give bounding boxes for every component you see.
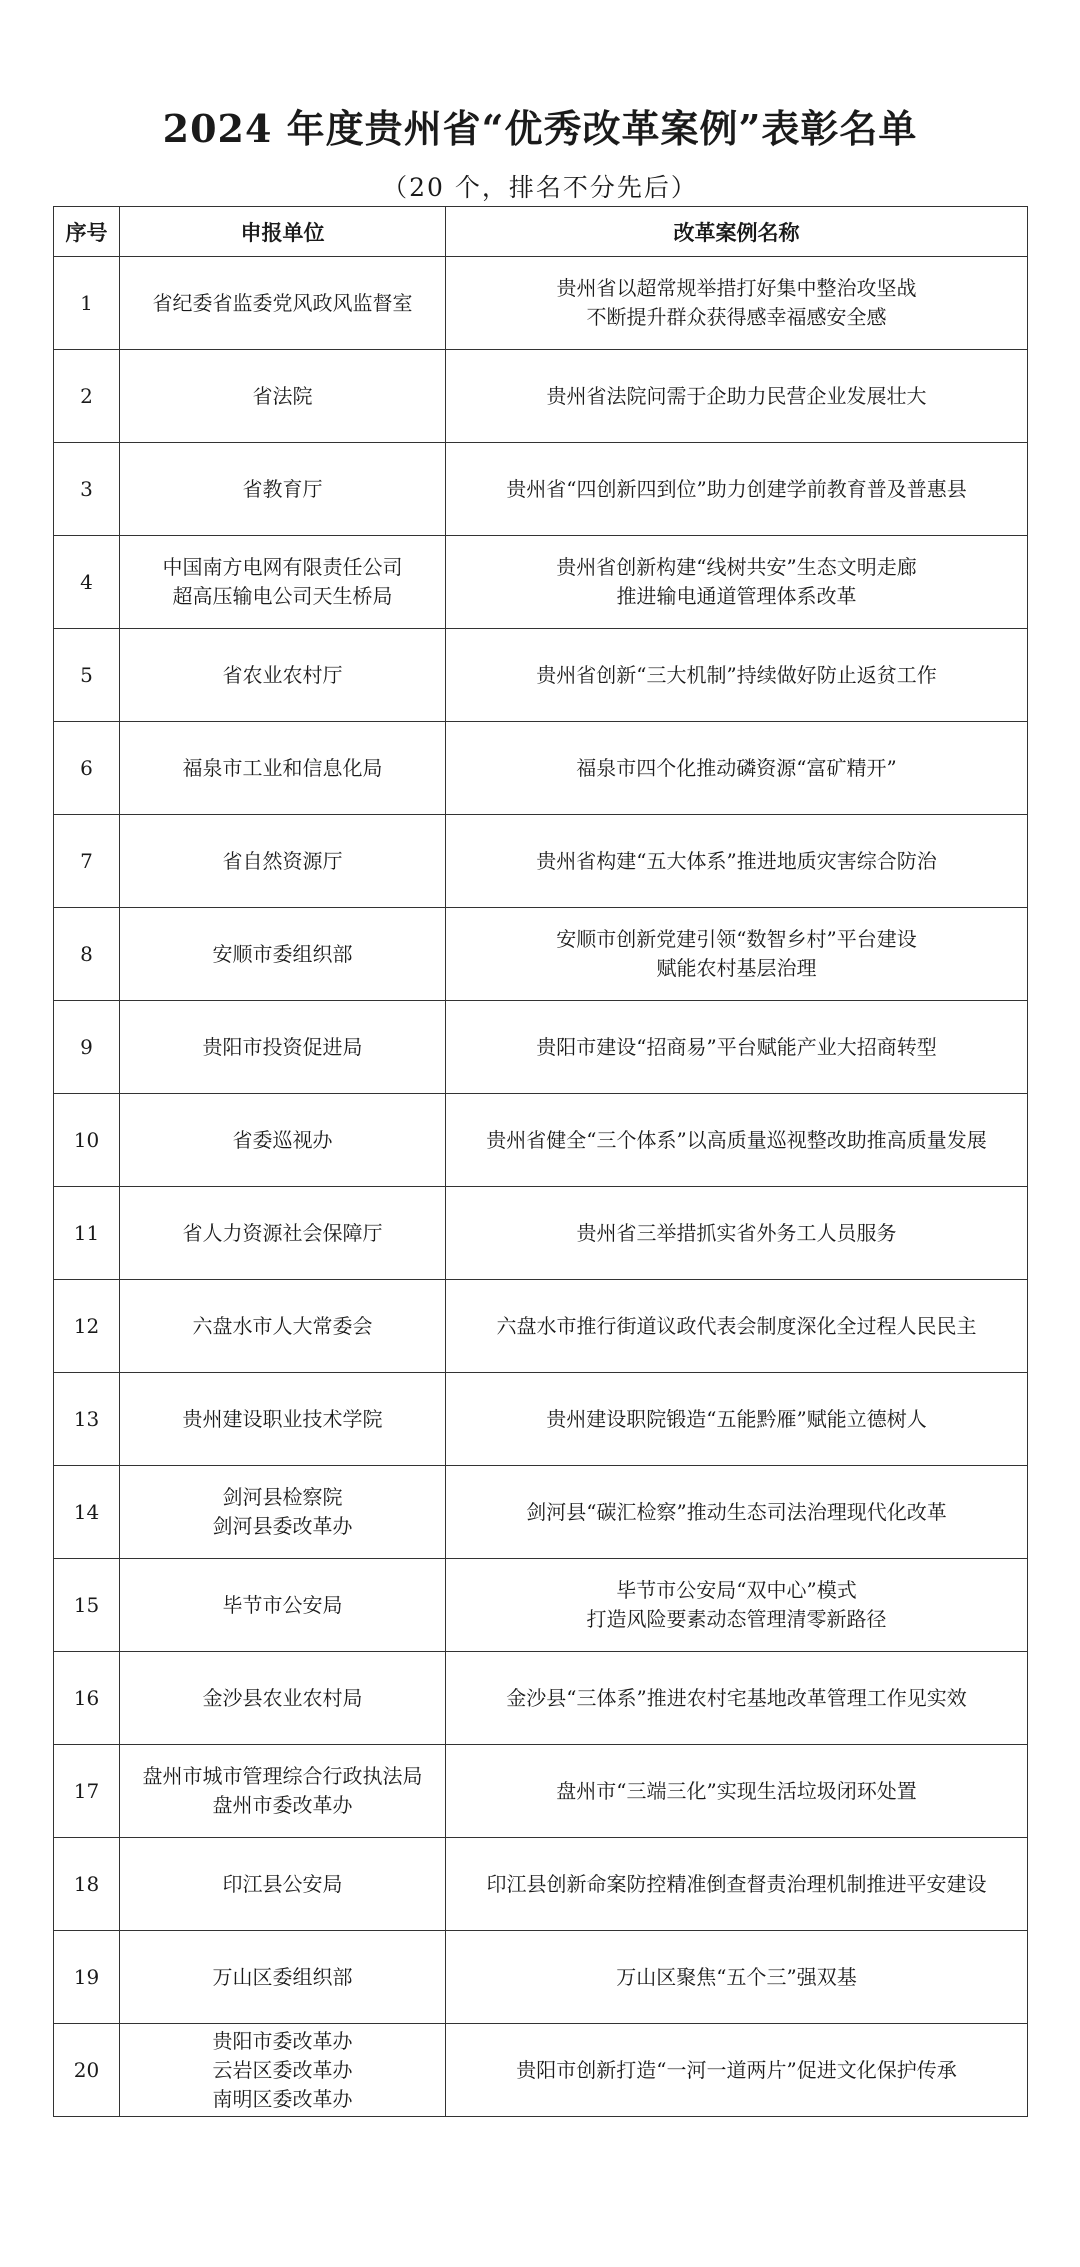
- row-number: 15: [54, 1559, 120, 1652]
- applicant-unit-cell: [120, 443, 446, 536]
- case-name-cell: [446, 536, 1028, 629]
- applicant-unit-cell: [120, 722, 446, 815]
- applicant-unit: 贵州建设职业技术学院: [182, 1406, 383, 1431]
- case-name-cell: [446, 1280, 1028, 1373]
- case-name: 贵州省“四创新四到位”助力创建学前教育普及普惠县: [506, 476, 967, 501]
- case-name: 福泉市四个化推动磷资源“富矿精开”: [576, 755, 897, 780]
- page-title: 2024 年度贵州省“优秀改革案例”表彰名单: [162, 106, 918, 151]
- applicant-unit-cell: [120, 1187, 446, 1280]
- row-number: 18: [54, 1838, 120, 1931]
- table-row: [54, 629, 1028, 722]
- header-row: [54, 207, 1028, 257]
- case-name: 万山区聚焦“五个三”强双基: [616, 1964, 857, 1989]
- applicant-unit-cell: [120, 1838, 446, 1931]
- case-name-cell: [446, 1187, 1028, 1280]
- award-table: [53, 206, 1028, 2117]
- case-name-cell: [446, 1838, 1028, 1931]
- row-number: 14: [54, 1466, 120, 1559]
- applicant-unit: 省人力资源社会保障厅: [182, 1220, 383, 1245]
- table-row: [54, 1280, 1028, 1373]
- row-number: 1: [54, 257, 120, 350]
- applicant-unit-cell: [120, 1931, 446, 2024]
- row-number: 19: [54, 1931, 120, 2024]
- applicant-unit: 中国南方电网有限责任公司: [162, 555, 403, 579]
- case-name-cell: [446, 350, 1028, 443]
- case-name-cell: [446, 1652, 1028, 1745]
- applicant-unit: 贵阳市委改革办: [212, 2028, 353, 2053]
- applicant-unit: 贵阳市投资促进局: [202, 1034, 363, 1059]
- applicant-unit-cell: [120, 350, 446, 443]
- header-case: 改革案例名称: [446, 207, 1028, 257]
- case-name: 六盘水市推行街道议政代表会制度深化全过程人民民主: [496, 1313, 977, 1338]
- table-row: [54, 1094, 1028, 1187]
- table-row: [54, 536, 1028, 629]
- case-name: 贵阳市创新打造“一河一道两片”促进文化保护传承: [516, 2057, 957, 2082]
- applicant-unit-cell: [120, 536, 446, 629]
- case-name-cell: [446, 722, 1028, 815]
- table-row: [54, 1652, 1028, 1745]
- table-row: [54, 1001, 1028, 1094]
- applicant-unit: 剑河县委改革办: [212, 1514, 353, 1538]
- row-number: 2: [54, 350, 120, 443]
- table-row: [54, 1373, 1028, 1466]
- case-name-cell: [446, 1931, 1028, 2024]
- table-row: [54, 722, 1028, 815]
- row-number: 16: [54, 1652, 120, 1745]
- applicant-unit: 南明区委改革办: [212, 2086, 353, 2111]
- case-name-cell: [446, 2024, 1028, 2117]
- applicant-unit: 超高压输电公司天生桥局: [172, 584, 393, 608]
- table-body: [54, 257, 1028, 2117]
- row-number: 10: [54, 1094, 120, 1187]
- table-row: [54, 1838, 1028, 1931]
- applicant-unit-cell: [120, 1280, 446, 1373]
- table-row: [54, 1466, 1028, 1559]
- table-row: [54, 1559, 1028, 1652]
- applicant-unit: 云岩区委改革办: [212, 2057, 353, 2082]
- case-name-cell: [446, 1001, 1028, 1094]
- case-name: 剑河县“碳汇检察”推动生态司法治理现代化改革: [526, 1499, 947, 1524]
- row-number: 13: [54, 1373, 120, 1466]
- row-number: 17: [54, 1745, 120, 1838]
- table-row: [54, 2024, 1028, 2117]
- applicant-unit: 省委巡视办: [232, 1127, 333, 1152]
- case-name-cell: [446, 1559, 1028, 1652]
- applicant-unit-cell: [120, 629, 446, 722]
- case-name: 贵州省构建“五大体系”推进地质灾害综合防治: [536, 848, 937, 873]
- applicant-unit: 六盘水市人大常委会: [192, 1313, 373, 1338]
- case-name: 金沙县“三体系”推进农村宅基地改革管理工作见实效: [506, 1685, 967, 1710]
- case-name: 贵州省法院问需于企助力民营企业发展壮大: [546, 383, 927, 408]
- case-name-cell: [446, 1373, 1028, 1466]
- table-row: [54, 257, 1028, 350]
- case-name: 赋能农村基层治理: [656, 956, 817, 980]
- applicant-unit: 省自然资源厅: [222, 848, 343, 873]
- case-name: 贵州省创新构建“线树共安”生态文明走廊: [556, 555, 917, 579]
- row-number: 20: [54, 2024, 120, 2117]
- applicant-unit-cell: [120, 908, 446, 1001]
- header-no: 序号: [54, 207, 120, 257]
- case-name: 贵州省三举措抓实省外务工人员服务: [576, 1220, 897, 1245]
- applicant-unit: 省教育厅: [242, 476, 323, 501]
- case-name: 不断提升群众获得感幸福感安全感: [586, 305, 887, 329]
- row-number: 3: [54, 443, 120, 536]
- applicant-unit: 万山区委组织部: [212, 1964, 353, 1989]
- table-row: [54, 1931, 1028, 2024]
- applicant-unit: 盘州市委改革办: [212, 1793, 353, 1817]
- case-name: 印江县创新命案防控精准倒查督责治理机制推进平安建设: [486, 1871, 987, 1896]
- applicant-unit-cell: [120, 2024, 446, 2117]
- table-row: [54, 908, 1028, 1001]
- row-number: 4: [54, 536, 120, 629]
- applicant-unit-cell: [120, 815, 446, 908]
- applicant-unit-cell: [120, 1094, 446, 1187]
- row-number: 9: [54, 1001, 120, 1094]
- table-header: [54, 207, 1028, 257]
- table-row: [54, 443, 1028, 536]
- case-name-cell: [446, 629, 1028, 722]
- case-name-cell: [446, 443, 1028, 536]
- applicant-unit: 省农业农村厅: [222, 662, 343, 687]
- case-name-cell: [446, 1094, 1028, 1187]
- applicant-unit: 毕节市公安局: [222, 1592, 343, 1617]
- case-name: 贵州建设职院锻造“五能黔雁”赋能立德树人: [546, 1406, 927, 1431]
- row-number: 5: [54, 629, 120, 722]
- case-name: 毕节市公安局“双中心”模式: [616, 1578, 857, 1602]
- case-name: 贵州省健全“三个体系”以高质量巡视整改助推高质量发展: [486, 1127, 987, 1152]
- row-number: 8: [54, 908, 120, 1001]
- applicant-unit-cell: [120, 1652, 446, 1745]
- applicant-unit: 安顺市委组织部: [212, 941, 353, 966]
- applicant-unit: 印江县公安局: [222, 1871, 343, 1896]
- row-number: 7: [54, 815, 120, 908]
- applicant-unit-cell: [120, 1559, 446, 1652]
- applicant-unit-cell: [120, 1001, 446, 1094]
- case-name: 打造风险要素动态管理清零新路径: [586, 1607, 887, 1631]
- row-number: 11: [54, 1187, 120, 1280]
- applicant-unit-cell: [120, 1373, 446, 1466]
- case-name: 推进输电通道管理体系改革: [616, 584, 857, 608]
- applicant-unit: 省纪委省监委党风政风监督室: [152, 290, 413, 315]
- table-row: [54, 350, 1028, 443]
- case-name-cell: [446, 257, 1028, 350]
- case-name: 贵州省以超常规举措打好集中整治攻坚战: [556, 276, 917, 300]
- header-unit: 申报单位: [120, 207, 446, 257]
- row-number: 6: [54, 722, 120, 815]
- applicant-unit: 剑河县检察院: [222, 1485, 343, 1509]
- applicant-unit-cell: [120, 1466, 446, 1559]
- row-number: 12: [54, 1280, 120, 1373]
- table-row: [54, 815, 1028, 908]
- case-name-cell: [446, 908, 1028, 1001]
- applicant-unit: 盘州市城市管理综合行政执法局: [142, 1764, 423, 1788]
- case-name: 贵阳市建设“招商易”平台赋能产业大招商转型: [536, 1034, 937, 1059]
- table-row: [54, 1745, 1028, 1838]
- page-subtitle: （20 个，排名不分先后）: [382, 173, 698, 202]
- applicant-unit-cell: [120, 1745, 446, 1838]
- case-name: 盘州市“三端三化”实现生活垃圾闭环处置: [556, 1778, 917, 1803]
- applicant-unit: 省法院: [252, 383, 313, 408]
- table-row: [54, 1187, 1028, 1280]
- applicant-unit: 福泉市工业和信息化局: [182, 755, 383, 780]
- case-name-cell: [446, 1466, 1028, 1559]
- case-name-cell: [446, 1745, 1028, 1838]
- case-name: 安顺市创新党建引领“数智乡村”平台建设: [556, 927, 917, 951]
- applicant-unit-cell: [120, 257, 446, 350]
- case-name-cell: [446, 815, 1028, 908]
- applicant-unit: 金沙县农业农村局: [202, 1685, 363, 1710]
- case-name: 贵州省创新“三大机制”持续做好防止返贫工作: [536, 662, 937, 687]
